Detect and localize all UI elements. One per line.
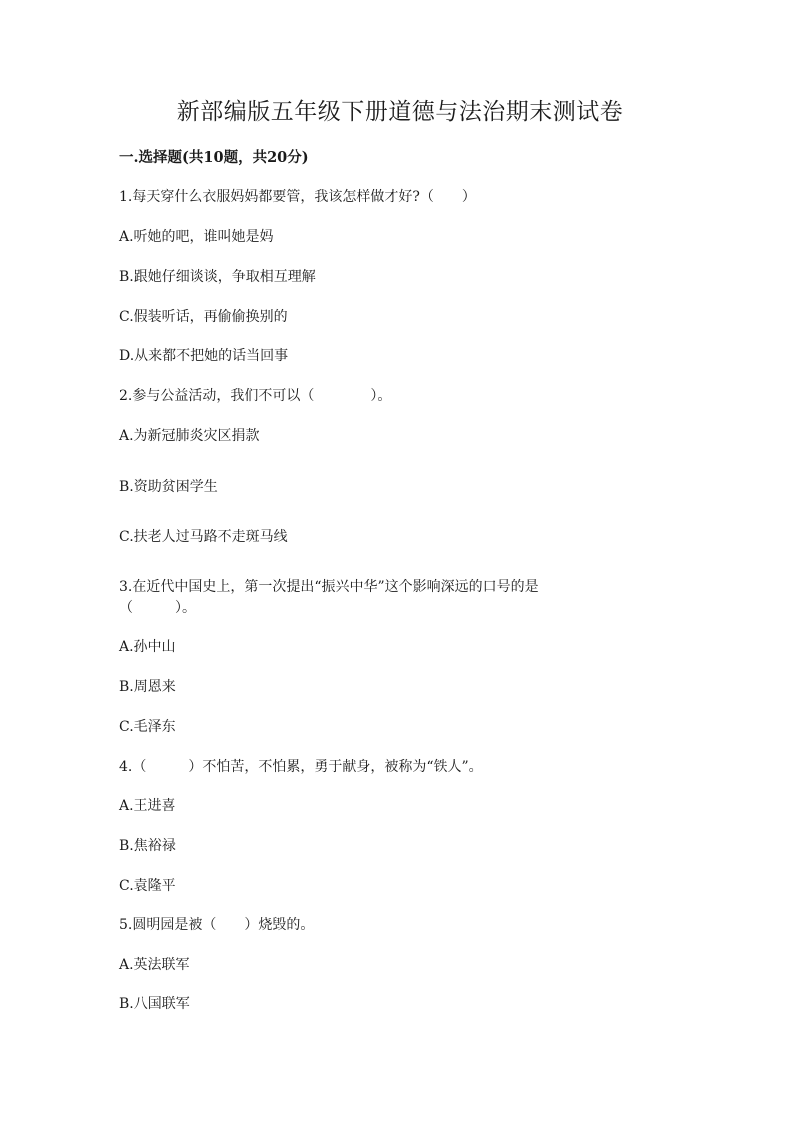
question-1: 1.每天穿什么衣服妈妈都要管，我该怎样做才好?（ ） — [119, 189, 476, 205]
q2-option-c: C.扶老人过马路不走斑马线 — [119, 529, 288, 545]
question-2: 2.参与公益活动，我们不可以（ ）。 — [119, 388, 392, 404]
q2-option-b: B.资助贫困学生 — [119, 479, 218, 495]
question-3-line-2: （ ）。 — [119, 600, 196, 616]
q4-option-a: A.王进喜 — [119, 798, 176, 814]
q3-option-a: A.孙中山 — [119, 639, 176, 655]
q1-option-d: D.从来都不把她的话当回事 — [119, 348, 289, 364]
q5-option-b: B.八国联军 — [119, 996, 190, 1012]
question-5: 5.圆明园是被（ ）烧毁的。 — [119, 917, 315, 933]
q1-option-c: C.假装听话，再偷偷换别的 — [119, 309, 288, 325]
exam-title: 新部编版五年级下册道德与法治期末测试卷 — [176, 99, 624, 125]
question-4: 4.（ ）不怕苦，不怕累，勇于献身，被称为“铁人”。 — [119, 759, 483, 775]
question-3-line-1: 3.在近代中国史上，第一次提出“振兴中华”这个影响深远的口号的是 — [119, 579, 539, 595]
q3-option-b: B.周恩来 — [119, 679, 176, 695]
q5-option-a: A.英法联军 — [119, 957, 190, 973]
q4-option-b: B.焦裕禄 — [119, 838, 176, 854]
q4-option-c: C.袁隆平 — [119, 878, 176, 894]
section-heading: 一.选择题(共10题，共20分) — [119, 149, 309, 166]
q1-option-b: B.跟她仔细谈谈，争取相互理解 — [119, 269, 316, 285]
q3-option-c: C.毛泽东 — [119, 719, 176, 735]
q1-option-a: A.听她的吧，谁叫她是妈 — [119, 229, 274, 245]
q2-option-a: A.为新冠肺炎灾区捐款 — [119, 428, 260, 444]
